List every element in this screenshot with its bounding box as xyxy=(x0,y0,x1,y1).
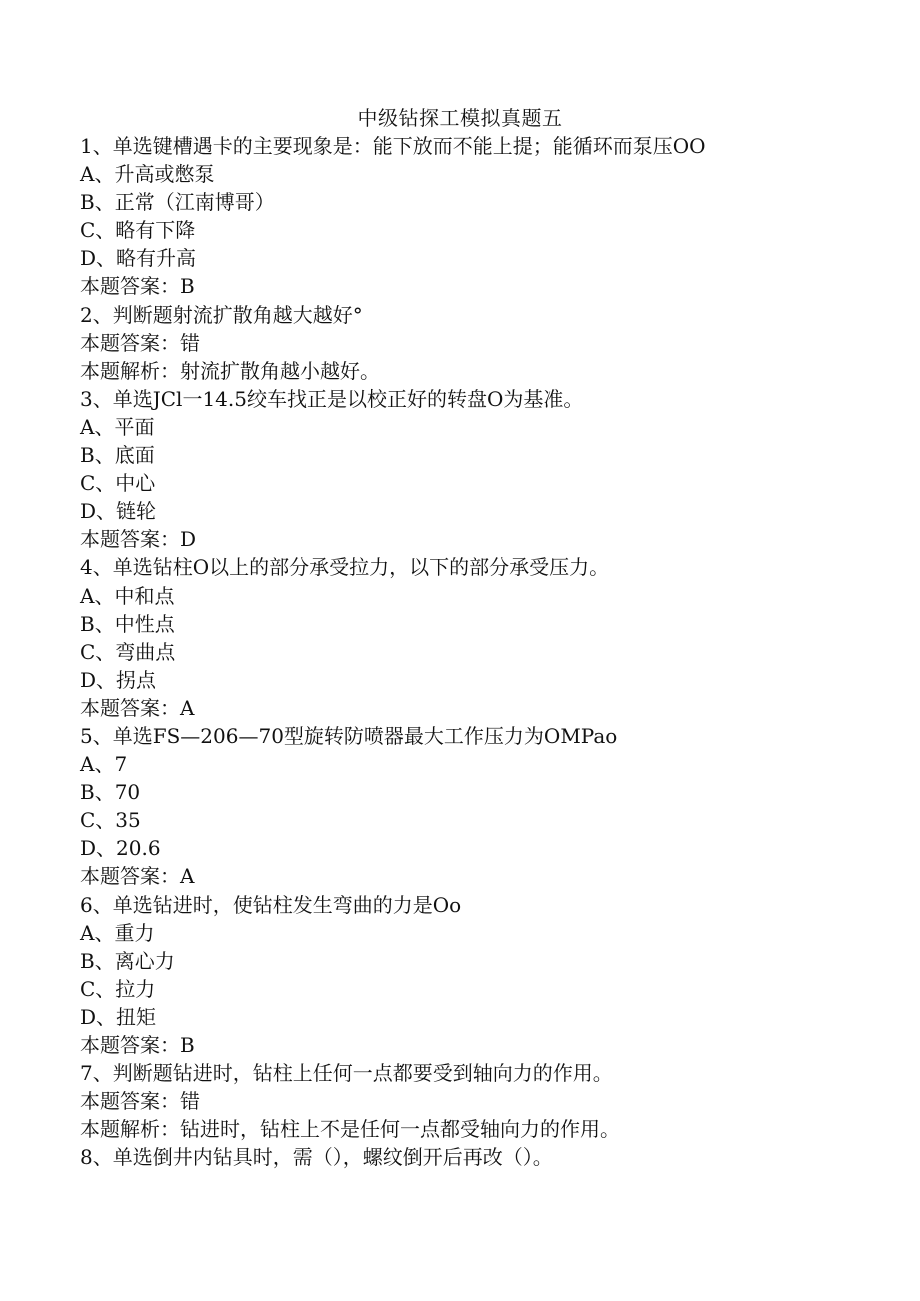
text-line: C、中心 xyxy=(80,471,156,496)
text-line: 5、单选FS—206—70型旋转防喷器最大工作压力为OMPaο xyxy=(80,723,618,748)
text-line: 本题解析：钻进时，钻柱上不是任何一点都受轴向力的作用。 xyxy=(80,1117,620,1142)
text-line: D、扭矩 xyxy=(80,1004,157,1029)
text-line: 本题答案：错 xyxy=(80,330,200,355)
text-line: 本题答案：B xyxy=(80,274,195,299)
document-title: 中级钻探工模拟真题五 xyxy=(357,106,563,130)
text-line: 本题答案：错 xyxy=(80,1089,200,1114)
text-line: B、中性点 xyxy=(80,611,175,636)
text-line: D、略有升高 xyxy=(80,246,197,271)
text-line: A、重力 xyxy=(80,920,155,945)
text-line: 8、单选倒井内钻具时，需（），螺纹倒开后再改（）。 xyxy=(80,1145,553,1170)
text-line: 本题答案：A xyxy=(80,695,195,720)
text-line: D、链轮 xyxy=(80,499,157,524)
text-line: B、底面 xyxy=(80,443,155,468)
text-line: 2、判断题射流扩散角越大越好° xyxy=(80,302,363,327)
text-line: B、70 xyxy=(80,780,141,805)
text-line: 本题答案：B xyxy=(80,1033,195,1057)
text-line: A、平面 xyxy=(80,414,155,439)
text-line: 1、单选键槽遇卡的主要现象是：能下放而不能上提；能循环而泵压OO xyxy=(80,134,706,158)
text-line: 7、判断题钻进时，钻柱上任何一点都要受到轴向力的作用。 xyxy=(80,1061,613,1086)
text-line: A、升高或憋泵 xyxy=(80,162,215,187)
text-line: C、拉力 xyxy=(80,976,156,1001)
text-line: C、弯曲点 xyxy=(80,639,176,664)
text-line: B、离心力 xyxy=(80,948,175,973)
text-line: 本题解析：射流扩散角越小越好。 xyxy=(80,358,380,383)
text-line: C、略有下降 xyxy=(80,218,196,243)
text-line: 3、单选JCl一14.5绞车找正是以校正好的转盘O为基准。 xyxy=(80,386,584,411)
text-line: 本题答案：A xyxy=(80,864,195,889)
text-line: A、7 xyxy=(80,752,128,777)
text-line: D、拐点 xyxy=(80,667,157,692)
text-line: B、正常（江南博哥） xyxy=(80,190,275,215)
text-line: 4、单选钻柱O以上的部分承受拉力，以下的部分承受压力。 xyxy=(80,555,610,580)
text-line: 6、单选钻进时，使钻柱发生弯曲的力是Oo xyxy=(80,892,462,917)
text-line: 本题答案：D xyxy=(80,527,197,552)
document-body xyxy=(0,132,920,1171)
text-line: C、35 xyxy=(80,808,141,833)
text-line: D、20.6 xyxy=(80,836,161,861)
text-line: A、中和点 xyxy=(80,583,175,608)
document-page xyxy=(0,104,920,1171)
